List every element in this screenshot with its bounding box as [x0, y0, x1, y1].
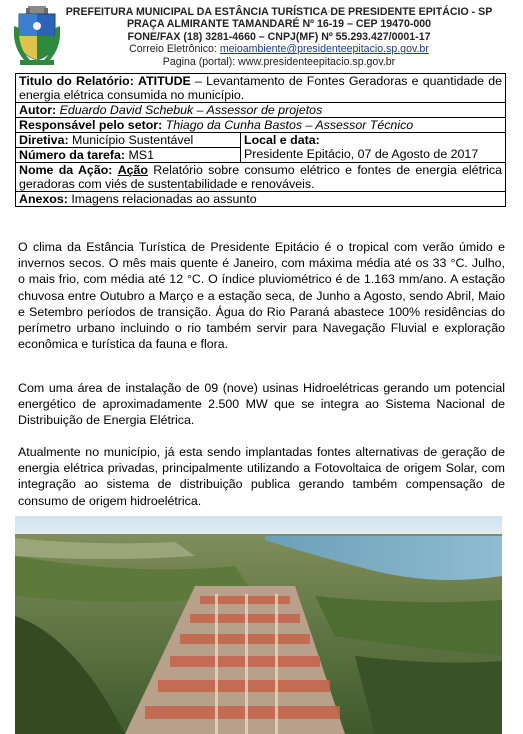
letterhead — [0, 0, 523, 74]
responsavel-label: Responsável pelo setor: — [19, 118, 163, 132]
autor-label: Autor: — [19, 103, 57, 117]
paragraph-climate: O clima da Estância Turística de Presidente Epitácio é o tropical com verão úmido e invernos secos. O mês mais quente é Janeiro, com máxima média até os 33 °C. Julho, o mais frio, com média até 12 °C. O índice pluviométrico é de 1.163 mm/ano. A estação chuvosa entre Outubro a Março e a estação seca, de Junho a Agosto, sendo Abril, Maio e Setembro períodos de transição. Água do Rio Paraná abastece 100% residências do perímetro urbano incluindo o rio também servir para Navegação Fluvial e exploração econômica e turística da fauna e flora. — [18, 240, 505, 352]
header-line-3: FONE/FAX (18) 3281-4660 – CNPJ(MF) Nº 55.293.427/0001-17 — [127, 30, 431, 43]
local-value: Presidente Epitácio, 07 de Agosto de 2017 — [244, 147, 479, 161]
diretiva-cell — [16, 133, 241, 148]
email-link[interactable]: meioambiente@presidenteepitacio.sp.gov.br — [219, 43, 429, 56]
responsavel-cell — [16, 118, 506, 133]
acao-link[interactable]: Ação — [117, 163, 148, 177]
local-cell — [241, 133, 506, 163]
acao-value: Relatório sobre consumo elétrico e fontes de energia elétrica geradoras com viés de sustentabilidade e renováveis. — [19, 163, 502, 191]
local-label: Local e data: — [244, 133, 320, 147]
header-line-2: PRAÇA ALMIRANTE TAMANDARÉ Nº 16-19 – CEP 19470-000 — [126, 18, 432, 31]
autor-cell — [16, 103, 506, 118]
anexos-label: Anexos: — [19, 192, 68, 206]
header-portal: Pagina (portal): www.presidenteepitacio.sp.gov.br — [162, 55, 396, 68]
header-email-line — [44, 43, 514, 55]
titulo-bold: ATITUDE — [138, 74, 191, 88]
report-info-table — [15, 73, 506, 207]
anexos-cell — [16, 192, 506, 207]
responsavel-value: Thiago da Cunha Bastos – Assessor Técnico — [162, 118, 414, 132]
tarefa-cell — [16, 148, 241, 163]
header-line-1: PREFEITURA MUNICIPAL DA ESTÂNCIA TURÍSTICA DE PRESIDENTE EPITÁCIO - SP — [65, 6, 493, 18]
paragraph-hydro: Com uma área de instalação de 09 (nove) usinas Hidroelétricas gerando um potencial energético de aproximadamente 2.500 MW que se integra ao Sistema Nacional de Distribuição de Energia Elétrica. — [18, 381, 505, 428]
email-label: Correio Eletrônico: — [129, 43, 220, 56]
diretiva-value: Município Sustentável — [68, 133, 194, 147]
anexos-value: Imagens relacionadas ao assunto — [67, 192, 257, 206]
tarefa-value: MS1 — [125, 148, 154, 162]
tarefa-label: Número da tarefa: — [19, 148, 126, 162]
aerial-city-photo — [15, 516, 502, 734]
acao-label: Nome da Ação: — [19, 163, 113, 177]
titulo-cell — [16, 74, 506, 103]
titulo-label: Titulo do Relatório: — [19, 74, 134, 88]
paragraph-solar: Atualmente no município, já esta sendo implantadas fontes alternativas de geração de energia elétrica privadas, principalmente utilizando a Fotovoltaica de origem Solar, com integração ao sistema de distribuição publica gerando também compensação de consumo de origem hidroelétrica. — [18, 445, 505, 508]
diretiva-label: Diretiva: — [19, 133, 69, 147]
autor-value: Eduardo David Schebuk – Assessor de projetos — [56, 103, 323, 117]
titulo-rest: – Levantamento de Fontes Geradoras e quantidade de energia elétrica consumida no município. — [19, 74, 502, 102]
acao-cell — [16, 163, 506, 192]
